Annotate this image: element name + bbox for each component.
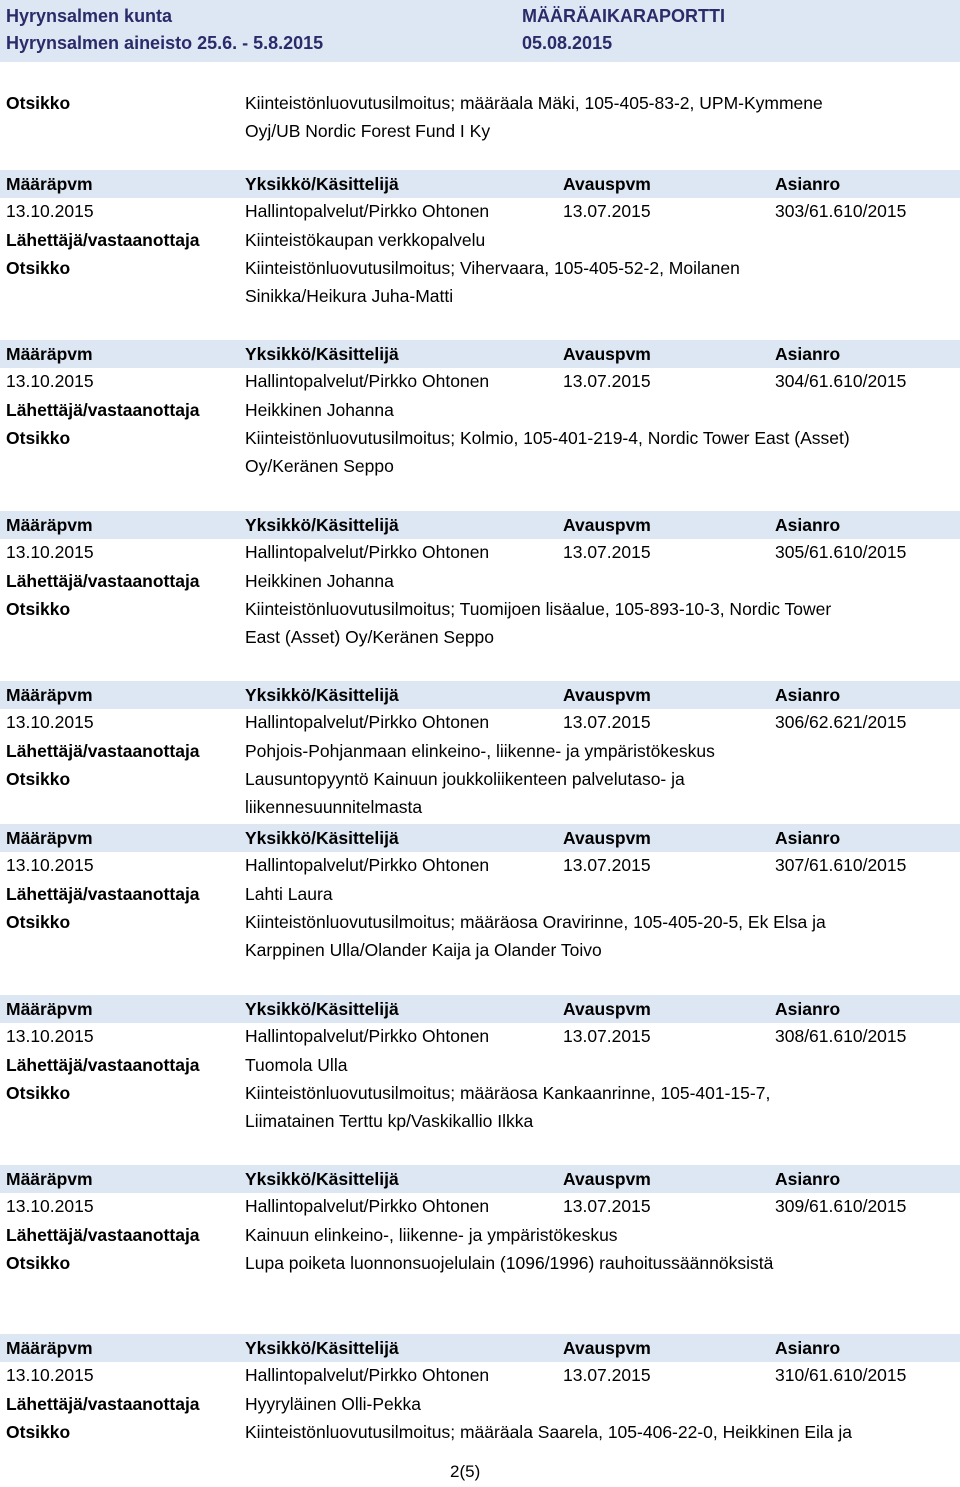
deadline-header: Määräpvm bbox=[6, 685, 93, 705]
subject-label: Otsikko bbox=[6, 1083, 71, 1103]
sender-label: Lähettäjä/vastaanottaja bbox=[6, 230, 200, 250]
subject-line: Kiinteistönluovutusilmoitus; määräosa Kankaanrinne, 105-401-15-7, bbox=[245, 1083, 771, 1103]
subject-label: Otsikko bbox=[6, 258, 71, 278]
subject-line: Kiinteistönluovutusilmoitus; Kolmio, 105-401-219-4, Nordic Tower East (Asset) bbox=[245, 428, 850, 448]
subject-line: Kiinteistönluovutusilmoitus; määräala Mäki, 105-405-83-2, UPM-Kymmene bbox=[245, 93, 823, 113]
case-number-value: 305/61.610/2015 bbox=[775, 542, 907, 562]
subject-label: Otsikko bbox=[6, 1422, 71, 1442]
unit-value: Hallintopalvelut/Pirkko Ohtonen bbox=[245, 201, 490, 221]
case-number-header: Asianro bbox=[775, 515, 841, 535]
unit-header: Yksikkö/Käsittelijä bbox=[245, 174, 399, 194]
report-title: MÄÄRÄAIKARAPORTTI bbox=[522, 6, 725, 26]
case-number-header: Asianro bbox=[775, 344, 841, 364]
sender-label: Lähettäjä/vastaanottaja bbox=[6, 1394, 200, 1414]
case-number-value: 308/61.610/2015 bbox=[775, 1026, 907, 1046]
deadline-header: Määräpvm bbox=[6, 344, 93, 364]
subject-label: Otsikko bbox=[6, 769, 71, 789]
opened-value: 13.07.2015 bbox=[563, 1365, 651, 1385]
sender-label: Lähettäjä/vastaanottaja bbox=[6, 571, 200, 591]
report-header bbox=[0, 0, 960, 62]
subject-line: East (Asset) Oy/Keränen Seppo bbox=[245, 627, 495, 647]
opened-value: 13.07.2015 bbox=[563, 542, 651, 562]
opened-header: Avauspvm bbox=[563, 685, 651, 705]
report-date: 05.08.2015 bbox=[522, 33, 613, 53]
case-number-value: 304/61.610/2015 bbox=[775, 371, 907, 391]
deadline-header: Määräpvm bbox=[6, 1169, 93, 1189]
opened-header: Avauspvm bbox=[563, 344, 651, 364]
sender-value: Pohjois-Pohjanmaan elinkeino-, liikenne- ja ympäristökeskus bbox=[245, 741, 715, 761]
deadline-header: Määräpvm bbox=[6, 828, 93, 848]
org-name: Hyrynsalmen kunta bbox=[6, 6, 173, 26]
opened-header: Avauspvm bbox=[563, 515, 651, 535]
page-number: 2(5) bbox=[450, 1462, 481, 1481]
subject-label: Otsikko bbox=[6, 912, 71, 932]
entry-header-band bbox=[0, 681, 960, 709]
entry-header-band bbox=[0, 340, 960, 368]
opened-header: Avauspvm bbox=[563, 1169, 651, 1189]
case-number-header: Asianro bbox=[775, 1338, 841, 1358]
case-number-header: Asianro bbox=[775, 828, 841, 848]
entry-header-band bbox=[0, 511, 960, 539]
sender-value: Tuomola Ulla bbox=[245, 1055, 348, 1075]
sender-value: Lahti Laura bbox=[245, 884, 333, 904]
unit-header: Yksikkö/Käsittelijä bbox=[245, 1338, 399, 1358]
unit-value: Hallintopalvelut/Pirkko Ohtonen bbox=[245, 371, 490, 391]
deadline-value: 13.10.2015 bbox=[6, 1196, 94, 1216]
sender-label: Lähettäjä/vastaanottaja bbox=[6, 1055, 200, 1075]
sender-label: Lähettäjä/vastaanottaja bbox=[6, 400, 200, 420]
deadline-header: Määräpvm bbox=[6, 1338, 93, 1358]
opened-header: Avauspvm bbox=[563, 828, 651, 848]
unit-value: Hallintopalvelut/Pirkko Ohtonen bbox=[245, 855, 490, 875]
subject-line: Kiinteistönluovutusilmoitus; Tuomijoen lisäalue, 105-893-10-3, Nordic Tower bbox=[245, 599, 832, 619]
case-number-value: 303/61.610/2015 bbox=[775, 201, 907, 221]
case-number-value: 307/61.610/2015 bbox=[775, 855, 907, 875]
sender-value: Heikkinen Johanna bbox=[245, 571, 394, 591]
opened-value: 13.07.2015 bbox=[563, 712, 651, 732]
unit-value: Hallintopalvelut/Pirkko Ohtonen bbox=[245, 542, 490, 562]
subject-line: liikennesuunnitelmasta bbox=[245, 797, 423, 817]
subject-line: Liimatainen Terttu kp/Vaskikallio Ilkka bbox=[245, 1111, 534, 1131]
deadline-value: 13.10.2015 bbox=[6, 712, 94, 732]
unit-header: Yksikkö/Käsittelijä bbox=[245, 685, 399, 705]
subject-line: Oy/Keränen Seppo bbox=[245, 456, 394, 476]
sender-value: Kainuun elinkeino-, liikenne- ja ympäristökeskus bbox=[245, 1225, 618, 1245]
entry-header-band bbox=[0, 824, 960, 852]
deadline-value: 13.10.2015 bbox=[6, 1365, 94, 1385]
subject-label: Otsikko bbox=[6, 1253, 71, 1273]
deadline-header: Määräpvm bbox=[6, 174, 93, 194]
opened-header: Avauspvm bbox=[563, 999, 651, 1019]
opened-header: Avauspvm bbox=[563, 1338, 651, 1358]
unit-value: Hallintopalvelut/Pirkko Ohtonen bbox=[245, 1365, 490, 1385]
subject-label: Otsikko bbox=[6, 428, 71, 448]
opened-value: 13.07.2015 bbox=[563, 201, 651, 221]
sender-label: Lähettäjä/vastaanottaja bbox=[6, 884, 200, 904]
case-number-value: 309/61.610/2015 bbox=[775, 1196, 907, 1216]
unit-header: Yksikkö/Käsittelijä bbox=[245, 1169, 399, 1189]
opened-value: 13.07.2015 bbox=[563, 1026, 651, 1046]
deadline-value: 13.10.2015 bbox=[6, 371, 94, 391]
sender-value: Hyyryläinen Olli-Pekka bbox=[245, 1394, 422, 1414]
entry-header-band bbox=[0, 1165, 960, 1193]
subject-line: Kiinteistönluovutusilmoitus; Vihervaara, 105-405-52-2, Moilanen bbox=[245, 258, 740, 278]
unit-header: Yksikkö/Käsittelijä bbox=[245, 344, 399, 364]
unit-value: Hallintopalvelut/Pirkko Ohtonen bbox=[245, 712, 490, 732]
collection-name: Hyrynsalmen aineisto 25.6. - 5.8.2015 bbox=[6, 33, 324, 53]
sender-label: Lähettäjä/vastaanottaja bbox=[6, 1225, 200, 1245]
case-number-header: Asianro bbox=[775, 685, 841, 705]
deadline-value: 13.10.2015 bbox=[6, 855, 94, 875]
subject-line: Oyj/UB Nordic Forest Fund I Ky bbox=[245, 121, 491, 141]
entry-header-band bbox=[0, 995, 960, 1023]
subject-label: Otsikko bbox=[6, 599, 71, 619]
subject-line: Lupa poiketa luonnonsuojelulain (1096/1996) rauhoitussäännöksistä bbox=[245, 1253, 774, 1273]
opened-header: Avauspvm bbox=[563, 174, 651, 194]
subject-line: Kiinteistönluovutusilmoitus; määräosa Oravirinne, 105-405-20-5, Ek Elsa ja bbox=[245, 912, 826, 932]
entry-header-band bbox=[0, 1334, 960, 1362]
deadline-header: Määräpvm bbox=[6, 515, 93, 535]
entry-header-band bbox=[0, 170, 960, 198]
deadline-header: Määräpvm bbox=[6, 999, 93, 1019]
sender-value: Heikkinen Johanna bbox=[245, 400, 394, 420]
case-number-header: Asianro bbox=[775, 174, 841, 194]
deadline-value: 13.10.2015 bbox=[6, 1026, 94, 1046]
unit-value: Hallintopalvelut/Pirkko Ohtonen bbox=[245, 1026, 490, 1046]
sender-value: Kiinteistökaupan verkkopalvelu bbox=[245, 230, 486, 250]
deadline-value: 13.10.2015 bbox=[6, 542, 94, 562]
subject-line: Karppinen Ulla/Olander Kaija ja Olander Toivo bbox=[245, 940, 602, 960]
unit-value: Hallintopalvelut/Pirkko Ohtonen bbox=[245, 1196, 490, 1216]
subject-line: Kiinteistönluovutusilmoitus; määräala Saarela, 105-406-22-0, Heikkinen Eila ja bbox=[245, 1422, 852, 1442]
opened-value: 13.07.2015 bbox=[563, 371, 651, 391]
sender-label: Lähettäjä/vastaanottaja bbox=[6, 741, 200, 761]
case-number-value: 310/61.610/2015 bbox=[775, 1365, 907, 1385]
case-number-header: Asianro bbox=[775, 999, 841, 1019]
unit-header: Yksikkö/Käsittelijä bbox=[245, 828, 399, 848]
case-number-value: 306/62.621/2015 bbox=[775, 712, 907, 732]
subject-line: Lausuntopyyntö Kainuun joukkoliikenteen palvelutaso- ja bbox=[245, 769, 685, 789]
unit-header: Yksikkö/Käsittelijä bbox=[245, 999, 399, 1019]
opened-value: 13.07.2015 bbox=[563, 855, 651, 875]
case-number-header: Asianro bbox=[775, 1169, 841, 1189]
unit-header: Yksikkö/Käsittelijä bbox=[245, 515, 399, 535]
subject-line: Sinikka/Heikura Juha-Matti bbox=[245, 286, 454, 306]
deadline-value: 13.10.2015 bbox=[6, 201, 94, 221]
subject-label: Otsikko bbox=[6, 93, 71, 113]
opened-value: 13.07.2015 bbox=[563, 1196, 651, 1216]
